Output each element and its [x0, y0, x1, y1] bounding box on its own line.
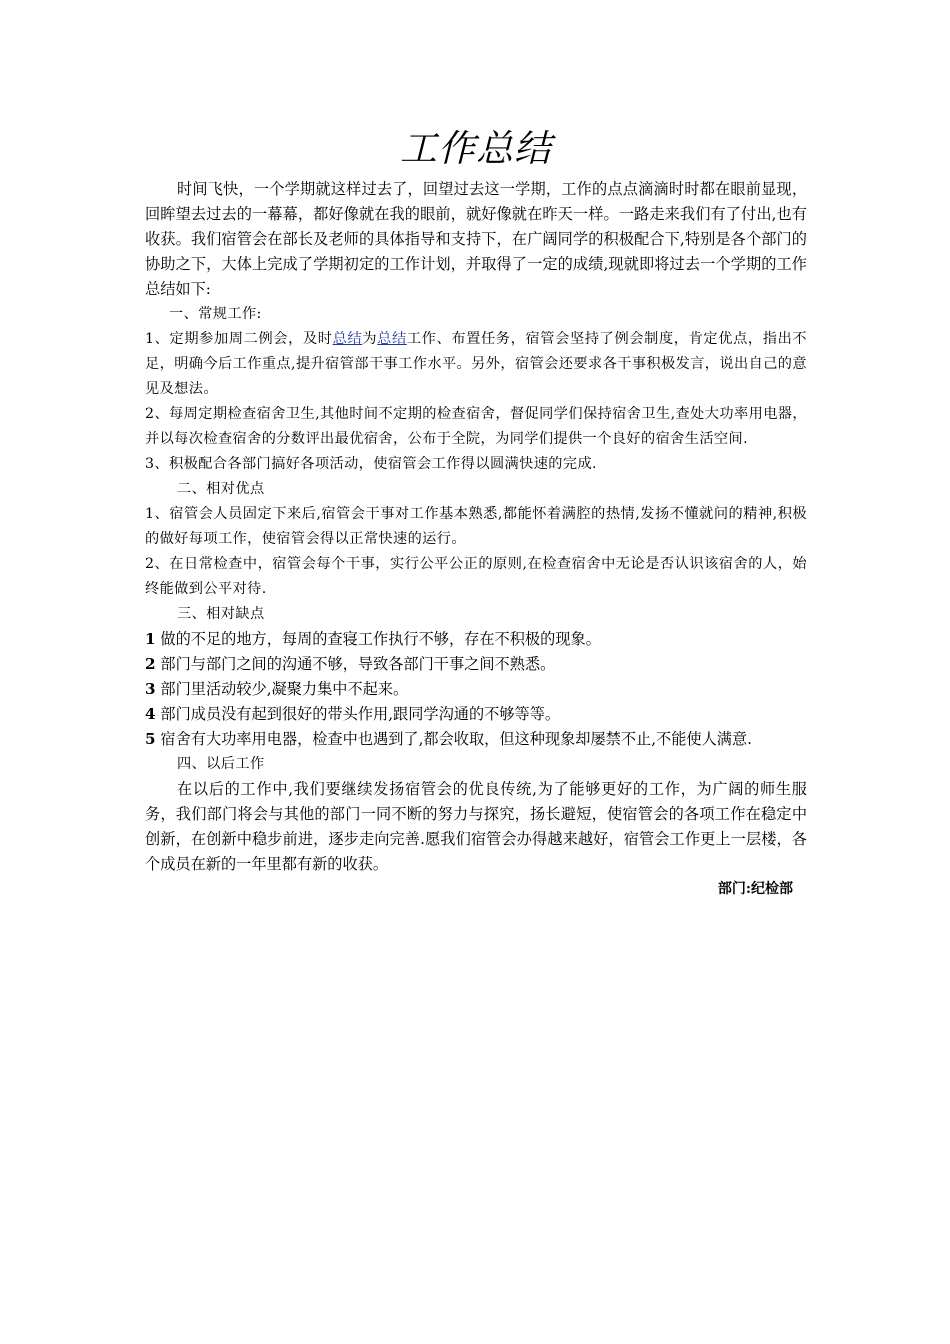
- item1-prefix: 1、定期参加周二例会，及时: [145, 331, 333, 347]
- shortcoming-item: [145, 727, 807, 752]
- section1-item3: 3、积极配合各部门搞好各项活动，使宿管会工作得以圆满快速的完成.: [145, 456, 597, 472]
- shortcoming-num: 4: [145, 705, 156, 723]
- document-title: 工作总结: [400, 127, 552, 170]
- shortcoming-item: [145, 702, 807, 727]
- summary-link-2[interactable]: 总结: [377, 331, 407, 347]
- intro-paragraph: 时间飞快，一个学期就这样过去了，回望过去这一学期，工作的点点滴滴时时都在眼前显现，回眸望去过去的一幕幕，都好像就在我的眼前，就好像就在昨天一样。一路走来我们有了付出,也有收获。我们宿管会在部长及老师的具体指导和支持下，在广阔同学的积极配合下,特别是各个部门的协助之下，大体上完成了学期初定的工作计划，并取得了一定的成绩,现就即将过去一个学期的工作总结如下:: [145, 180, 807, 298]
- shortcoming-text: 部门里活动较少,凝聚力集中不起来。: [160, 680, 409, 698]
- shortcoming-item: [145, 652, 807, 677]
- section1-heading: 一、常规工作:: [169, 306, 262, 322]
- item1-suffix: 工作、布置任务，宿管会坚持了例会制度，肯定优点，指出不足，明确今后工作重点,提升宿管部干事工作水平。另外，宿管会还要求各干事积极发言，说出自己的意见及想法。: [145, 331, 807, 397]
- department-signature: 部门:纪检部: [717, 881, 793, 897]
- shortcoming-item: [145, 627, 807, 652]
- shortcoming-text: 部门与部门之间的沟通不够，导致各部门干事之间不熟悉。: [160, 655, 556, 673]
- summary-link-1[interactable]: 总结: [332, 331, 363, 347]
- shortcoming-text: 做的不足的地方，每周的查寝工作执行不够，存在不积极的现象。: [160, 630, 601, 648]
- shortcoming-num: 1: [145, 630, 156, 648]
- item1-mid: 为: [362, 331, 378, 347]
- shortcoming-num: 3: [145, 680, 156, 698]
- section2-heading: 二、相对优点: [177, 481, 265, 497]
- section4-body: 在以后的工作中,我们要继续发扬宿管会的优良传统,为了能够更好的工作，为广阔的师生服务，我们部门将会与其他的部门一同不断的努力与探究，扬长避短，使宿管会的各项工作在稳定中创新，在创新中稳步前进，逐步走向完善.愿我们宿管会办得越来越好，宿管会工作更上一层楼，各个成员在新的一年里都有新的收获。: [145, 780, 807, 873]
- shortcoming-item: [145, 677, 807, 702]
- section4-heading: 四、以后工作: [177, 756, 265, 772]
- section1-item2: 2、每周定期检查宿舍卫生,其他时间不定期的检查宿舍，督促同学们保持宿舍卫生,查处大功率用电器，并以每次检查宿舍的分数评出最优宿舍，公布于全院，为同学们提供一个良好的宿舍生活空间.: [145, 406, 807, 447]
- shortcoming-text: 部门成员没有起到很好的带头作用,跟同学沟通的不够等等。: [160, 705, 561, 723]
- shortcoming-num: 2: [145, 655, 156, 673]
- shortcoming-num: 5: [145, 730, 156, 748]
- section1-item1: [145, 327, 807, 402]
- section2-item2: 2、在日常检查中，宿管会每个干事，实行公平公正的原则,在检查宿舍中无论是否认识该宿舍的人，始终能做到公平对待.: [145, 556, 807, 597]
- section3-heading: 三、相对缺点: [177, 606, 265, 622]
- document-page: [145, 125, 807, 902]
- shortcoming-text: 宿舍有大功率用电器，检查中也遇到了,都会收取，但这种现象却屡禁不止,不能使人满意.: [160, 730, 753, 748]
- section2-item1: 1、宿管会人员固定下来后,宿管会干事对工作基本熟悉,都能怀着满腔的热情,发扬不懂就问的精神,积极的做好每项工作，使宿管会得以正常快速的运行。: [145, 506, 807, 547]
